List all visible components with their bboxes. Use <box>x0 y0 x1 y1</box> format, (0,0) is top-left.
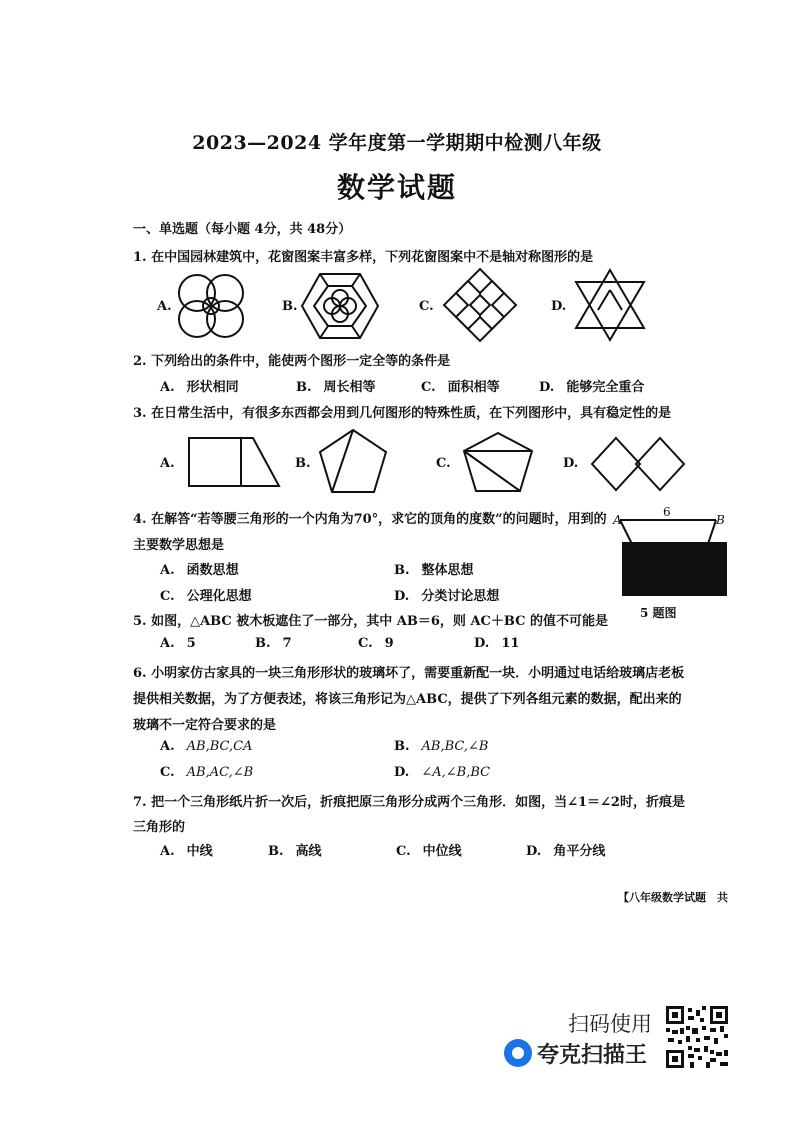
q1-figure-d-triangles <box>574 268 646 340</box>
q1-option-d-label: D. <box>551 299 567 314</box>
q7-option-c[interactable]: C. 中位线 <box>396 844 462 859</box>
q2-option-c[interactable]: C. 面积相等 <box>421 380 500 395</box>
q5-figure-caption: 5 题图 <box>640 606 677 620</box>
q1-figure-a-four-circles <box>177 273 247 339</box>
q3-option-b-label: B. <box>295 456 311 471</box>
q7-option-d[interactable]: D. 角平分线 <box>526 844 606 859</box>
section-heading: 一、单选题（每小题 4分，共 48分） <box>133 222 352 237</box>
q2-option-b[interactable]: B. 周长相等 <box>296 380 376 395</box>
q6-option-c[interactable]: C. AB,AC,∠B <box>160 765 254 780</box>
q6-option-b[interactable]: B. AB,BC,∠B <box>394 739 489 754</box>
q1-option-a-label: A. <box>157 299 172 314</box>
scan-prompt-text: 扫码使用 <box>568 1012 652 1036</box>
q4-option-a[interactable]: A. 函数思想 <box>160 563 239 578</box>
question-7-text-line1: 7. 把一个三角形纸片折一次后，折痕把原三角形分成两个三角形．如图，当∠1＝∠2时，折痕是 <box>133 795 685 810</box>
page-footer-label: 【八年级数学试题 共 <box>618 891 728 904</box>
q7-option-b[interactable]: B. 高线 <box>268 844 322 859</box>
q1-option-b-label: B. <box>282 299 298 314</box>
question-7-text-line2: 三角形的 <box>133 820 186 835</box>
q3-option-a-label: A. <box>160 456 175 471</box>
q3-figure-d-two-diamonds <box>590 436 686 492</box>
q5-label-a: A <box>613 513 622 527</box>
q3-figure-c-pentagon-diagonals <box>462 431 534 493</box>
exam-title: 2023—2024 学年度第一学期期中检测八年级 <box>192 132 602 154</box>
qr-code-icon[interactable] <box>666 1006 728 1068</box>
q3-figure-b-pentagon <box>318 428 388 494</box>
question-6-text-line2: 提供相关数据，为了方便表述，将该三角形记为△ABC，提供了下列各组元素的数据，配出来的 <box>133 692 682 707</box>
q5-option-a[interactable]: A. 5 <box>160 636 196 651</box>
q7-option-a[interactable]: A. 中线 <box>160 844 213 859</box>
q2-option-a[interactable]: A. 形状相同 <box>160 380 239 395</box>
q6-option-a[interactable]: A. AB,BC,CA <box>160 739 253 754</box>
question-6-text-line1: 6. 小明家仿古家具的一块三角形形状的玻璃坏了，需要重新配一块．小明通过电话给玻璃店老板 <box>133 666 685 681</box>
q3-option-d-label: D. <box>563 456 579 471</box>
question-3-text: 3. 在日常生活中，有很多东西都会用到几何图形的特殊性质，在下列图形中，具有稳定性的是 <box>133 406 672 421</box>
q5-option-c[interactable]: C. 9 <box>358 636 394 651</box>
q5-option-b[interactable]: B. 7 <box>255 636 292 651</box>
q4-option-d[interactable]: D. 分类讨论思想 <box>394 589 500 604</box>
q5-option-d[interactable]: D. 11 <box>474 636 520 651</box>
question-4-text-line2: 主要数学思想是 <box>133 538 225 553</box>
q4-option-c[interactable]: C. 公理化思想 <box>160 589 252 604</box>
q5-wood-board <box>622 542 727 596</box>
quark-logo-icon <box>504 1039 532 1067</box>
q5-label-b: B <box>716 513 725 527</box>
question-1-text: 1. 在中国园林建筑中，花窗图案丰富多样，下列花窗图案中不是轴对称图形的是 <box>133 250 594 265</box>
q5-figure <box>612 504 732 619</box>
q4-option-b[interactable]: B. 整体思想 <box>394 563 474 578</box>
question-5-text: 5. 如图，△ABC 被木板遮住了一部分，其中 AB＝6，则 AC＋BC 的值不可能是 <box>133 614 608 629</box>
q1-figure-c-knot-pattern <box>440 267 520 343</box>
q3-figure-a-square-triangle <box>187 436 283 488</box>
question-6-text-line3: 玻璃不一定符合要求的是 <box>133 718 277 733</box>
q3-option-c-label: C. <box>436 456 451 471</box>
question-2-text: 2. 下列给出的条件中，能使两个图形一定全等的条件是 <box>133 354 451 369</box>
q5-length-label: 6 <box>663 505 671 519</box>
scanner-brand-name: 夸克扫描王 <box>537 1043 648 1068</box>
question-4-text-line1: 4. 在解答“若等腰三角形的一个内角为70°，求它的顶角的度数”的问题时，用到的 <box>133 512 607 527</box>
q2-option-d[interactable]: D. 能够完全重合 <box>539 380 645 395</box>
q6-option-d[interactable]: D. ∠A,∠B,BC <box>394 765 491 780</box>
q1-option-c-label: C. <box>419 299 434 314</box>
subject-title: 数学试题 <box>336 171 457 204</box>
q1-figure-b-hexagon <box>300 272 380 340</box>
